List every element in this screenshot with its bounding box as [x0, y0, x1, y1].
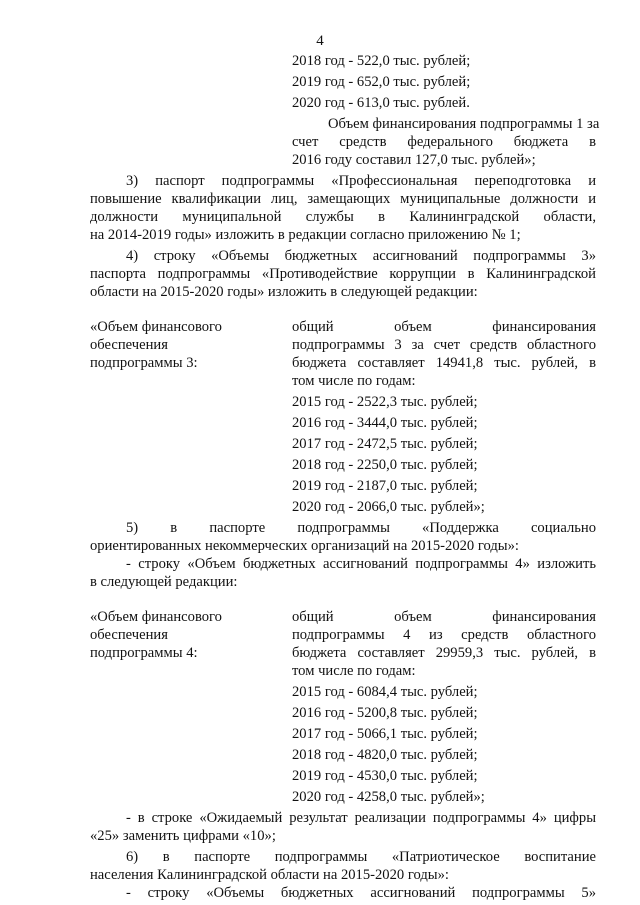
block-3-year: 2019 год - 2187,0 тыс. рублей; [292, 478, 478, 494]
federal-text-line: Объем финансирования подпрограммы 1 за [328, 116, 600, 132]
block-3-label: «Объем финансового [90, 319, 222, 335]
item-6-line: - строку «Объемы бюджетных ассигнований подпрограммы 5» [126, 885, 596, 901]
block-4-label: «Объем финансового [90, 609, 222, 625]
block-4-year: 2015 год - 6084,4 тыс. рублей; [292, 684, 478, 700]
year-line: 2019 год - 652,0 тыс. рублей; [292, 74, 471, 90]
page-number: 4 [316, 33, 324, 49]
item-4-line: области на 2015-2020 годы» изложить в следующей редакции: [90, 284, 478, 300]
item-4-line: 4) строку «Объемы бюджетных ассигнований подпрограммы 3» [126, 248, 596, 264]
year-line: 2018 год - 522,0 тыс. рублей; [292, 53, 471, 69]
block-3-text: подпрограммы 3 за счет средств областного [292, 337, 596, 353]
block-4-year: 2019 год - 4530,0 тыс. рублей; [292, 768, 478, 784]
block-3-label: обеспечения [90, 337, 168, 353]
item-3-line: 3) паспорт подпрограммы «Профессиональная переподготовка и [126, 173, 596, 189]
federal-text-line: 2016 году составил 127,0 тыс. рублей»; [292, 152, 536, 168]
block-3-text: бюджета составляет 14941,8 тыс. рублей, в [292, 355, 596, 371]
federal-text-line: счет средств федерального бюджета в [292, 134, 596, 150]
item-3-line: должности муниципальной службы в Калининградской области, [90, 209, 596, 225]
item-5-line: в следующей редакции: [90, 574, 238, 590]
block-3-year: 2017 год - 2472,5 тыс. рублей; [292, 436, 478, 452]
item-5-line: - строку «Объем бюджетных ассигнований подпрограммы 4» изложить [126, 556, 596, 572]
block-4-text: бюджета составляет 29959,3 тыс. рублей, в [292, 645, 596, 661]
block-3-text: том числе по годам: [292, 373, 416, 389]
item-4-line: паспорта подпрограммы «Противодействие коррупции в Калининградской [90, 266, 596, 282]
block-4-text: подпрограммы 4 из средств областного [292, 627, 596, 643]
block-4-year: 2018 год - 4820,0 тыс. рублей; [292, 747, 478, 763]
item-5-line: 5) в паспорте подпрограммы «Поддержка социально [126, 520, 596, 536]
item-6-line: 6) в паспорте подпрограммы «Патриотическое воспитание [126, 849, 596, 865]
block-3-year: 2015 год - 2522,3 тыс. рублей; [292, 394, 478, 410]
block-4-year: 2016 год - 5200,8 тыс. рублей; [292, 705, 478, 721]
block-4-text: том числе по годам: [292, 663, 416, 679]
item-5-line: ориентированных некоммерческих организаций на 2015-2020 годы»: [90, 538, 519, 554]
block-4-year: 2020 год - 4258,0 тыс. рублей»; [292, 789, 485, 805]
block-3-label: подпрограммы 3: [90, 355, 198, 371]
block-3-year: 2018 год - 2250,0 тыс. рублей; [292, 457, 478, 473]
block-3-year: 2020 год - 2066,0 тыс. рублей»; [292, 499, 485, 515]
item-3-line: на 2014-2019 годы» изложить в редакции согласно приложению № 1; [90, 227, 521, 243]
block-4-label: подпрограммы 4: [90, 645, 198, 661]
block-3-year: 2016 год - 3444,0 тыс. рублей; [292, 415, 478, 431]
year-line: 2020 год - 613,0 тыс. рублей. [292, 95, 470, 111]
expected-line: - в строке «Ожидаемый результат реализации подпрограммы 4» цифры [126, 810, 596, 826]
block-4-year: 2017 год - 5066,1 тыс. рублей; [292, 726, 478, 742]
block-4-text: общий объем финансирования [292, 609, 596, 625]
expected-line: «25» заменить цифрами «10»; [90, 828, 276, 844]
item-6-line: населения Калининградской области на 2015-2020 годы»: [90, 867, 449, 883]
block-3-text: общий объем финансирования [292, 319, 596, 335]
block-4-label: обеспечения [90, 627, 168, 643]
item-3-line: повышение квалификации лиц, замещающих муниципальные должности и [90, 191, 596, 207]
